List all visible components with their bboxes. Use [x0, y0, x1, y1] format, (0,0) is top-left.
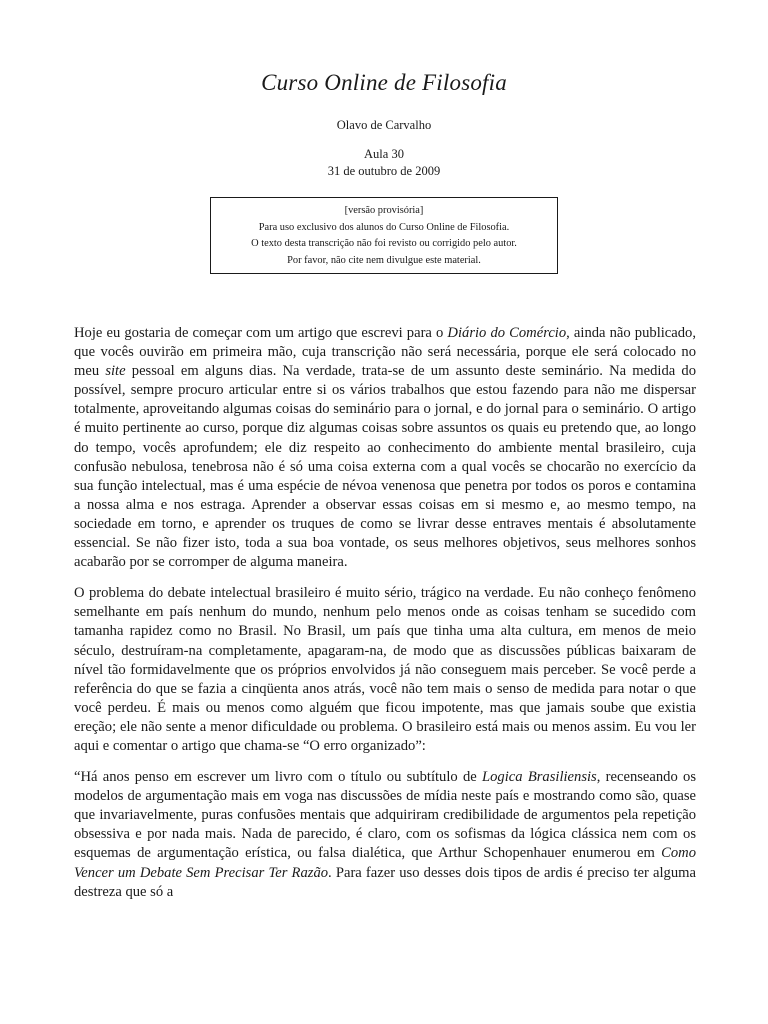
paragraph: O problema do debate intelectual brasileiro é muito sério, trágico na verdade. Eu não conheço fenômeno semelhante em país nenhum do mundo, nenhum pelo menos onde as coisas tenham se sucedido com tamanha rapidez como no Brasil. No Brasil, um país que tinha uma alta cultura, em menos de meio século, destruíram-na completamente, apagaram-na, de modo que as discussões públicas baixaram de nível tão formidavelmente que os próprios envolvidos já não conseguem mais perceber. Se você perde a referência do que se fazia a cinqüenta anos atrás, você não tem mais o senso de medida para notar o que você perdeu. É mais ou menos como alguém que ficou impotente, mas que jamais soube que existia ereção; ele não sente a menor dificuldade ou problema. O brasileiro está mais ou menos assim. Eu vou ler aqui e comentar o artigo que chama-se “O erro organizado”:	[74, 585, 696, 754]
book-title: Logica Brasiliensis	[482, 769, 597, 786]
paragraph: Hoje eu gostaria de começar com um artigo que escrevi para o Diário do Comércio, ainda não publicado, que vocês ouvirão em primeira mão, cuja transcrição não será necessária, porque ele será colocado no meu site pessoal em alguns dias. Na verdade, trata-se de um assunto deste seminário. Na medida do possível, sempre procuro articular entre si os vários trabalhos que estou fazendo para não me dispersar totalmente, aproveitando algumas coisas do seminário para o jornal, e do jornal para o seminário. O artigo é muito pertinente ao curso, porque diz algumas coisas sobre assuntos os quais eu pretendo que, ao longo do tempo, vocês aprofundem; ele diz respeito ao conhecimento do ambiente mental brasileiro, cuja confusão nebulosa, tenebrosa não é só uma coisa externa com a qual vocês se chocarão no exercício da sua função intelectual, mas é uma espécie de névoa venenosa que penetra por todos os poros e contamina a nossa alma e nos estraga. Aprender a observar essas coisas em si mesmo e, ao mesmo tempo, na sociedade em torno, e aprender os truques de como se livrar desse entraves mentais é absolutamente essencial. Se não fizer isto, toda a sua boa vontade, os seus melhores objetivos, seus melhores sonhos acabarão por se corromper de alguma maneira.	[74, 325, 697, 571]
document-body	[74, 324, 696, 914]
provisional-notice-box	[210, 197, 558, 274]
notice-line: Por favor, não cite nem divulgue este material.	[287, 254, 481, 266]
lesson-date: 31 de outubro de 2009	[327, 164, 441, 178]
lesson-info	[0, 146, 768, 180]
newspaper-name: Diário do Comércio	[447, 325, 567, 341]
paragraph: “Há anos penso em escrever um livro com o título ou subtítulo de Logica Brasiliensis, recenseando os modelos de argumentação mais em voga nas discussões de mídia neste país e mostrando como são, quase que invariavelmente, puras confusões mentais que adquiriram credibilidade de argumentos pela repetição obsessiva e por nada mais. Nada de parecido, é claro, com os sofismas da lógica clássica nem com os esquemas de argumentação erística, ou falsa dialética, que Arthur Schopenhauer enumerou em Como Vencer um Debate Sem Precisar Ter Razão. Para fazer uso desses dois tipos de ardis é preciso ter alguma destreza que só a	[74, 769, 697, 900]
italic-word: site	[105, 363, 126, 380]
author-name: Olavo de Carvalho	[336, 118, 432, 132]
document-title: Curso Online de Filosofia	[261, 70, 507, 95]
notice-line: [versão provisória]	[344, 205, 424, 216]
lesson-number: Aula 30	[364, 147, 404, 161]
book-title: Como Vencer um Debate Sem Precisar Ter Razão	[74, 845, 696, 881]
notice-line: O texto desta transcrição não foi revisto ou corrigido pelo autor.	[251, 238, 517, 249]
notice-line: Para uso exclusivo dos alunos do Curso Online de Filosofia.	[258, 221, 510, 233]
